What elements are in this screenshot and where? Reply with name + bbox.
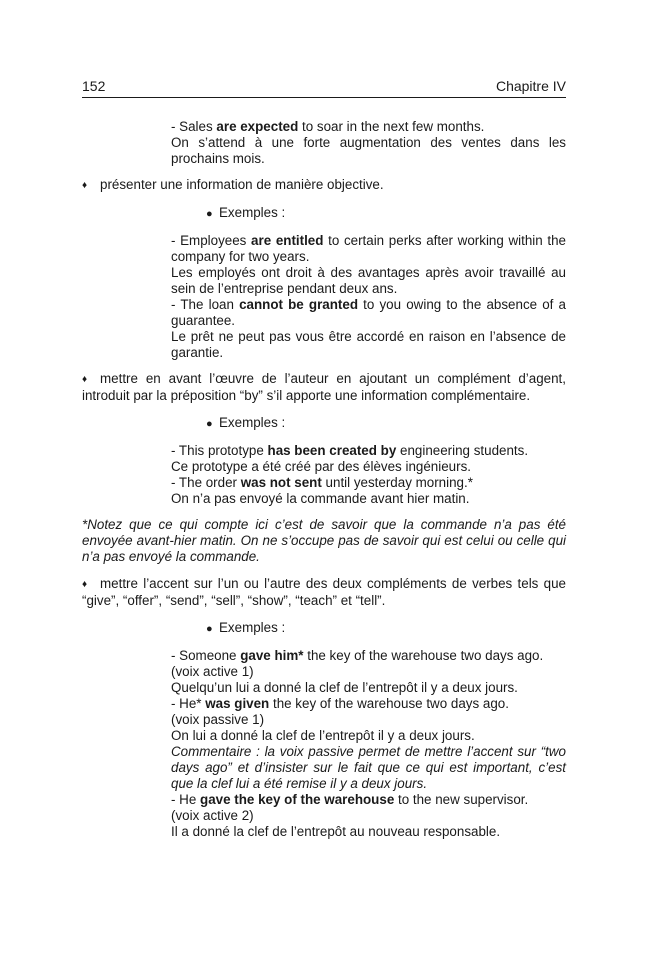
example-sentence-fr: Les employés ont droit à des avantages après avoir travaillé au sein de l’entreprise pendant deux ans. (171, 265, 566, 296)
example-sentence-fr: On lui a donné la clef de l’entrepôt il y a deux jours. (171, 728, 475, 743)
example-sentence-fr: On n’a pas envoyé la commande avant hier matin. (171, 491, 470, 506)
voice-label: (voix active 1) (171, 664, 254, 679)
example-sentence-en: - He gave the key of the warehouse to the new supervisor. (171, 792, 529, 807)
diamond-bullet-icon: ♦ (82, 374, 88, 385)
example-sentence-en: - Someone gave him* the key of the warehouse two days ago. (171, 648, 544, 663)
diamond-bullet-icon: ♦ (82, 579, 88, 590)
example-block-prototype (82, 443, 566, 507)
page-content (82, 119, 566, 840)
page-number: 152 (82, 78, 106, 94)
example-sentence-en: - The loan cannot be granted to you owing to the absence of a guarantee. (171, 297, 566, 328)
examples-heading: ● Exemples : (206, 205, 286, 220)
diamond-bullet-icon: ♦ (82, 180, 88, 191)
examples-heading: ● Exemples : (206, 620, 286, 635)
bullet-emphasis-complements: ♦ mettre l’accent sur l’un ou l’autre des deux compléments de verbes tels que “give”, “offer”, “send”, “sell”, “show”, “teach” et “tell”. (82, 576, 566, 608)
example-sentence-fr: Le prêt ne peut pas vous être accordé en raison en l’absence de garantie. (171, 329, 566, 360)
example-sentence-fr: Ce prototype a été créé par des élèves ingénieurs. (171, 459, 471, 474)
voice-label: (voix passive 1) (171, 712, 265, 727)
example-block-employees (82, 233, 566, 361)
footnote-italic: *Notez que ce qui compte ici c’est de savoir que la commande n’a pas été envoyée avant-hier matin. On ne s’occupe pas de savoir qui est celui ou celle qui n’a pas envoyé la commande. (82, 517, 566, 564)
example-sentence-en: - Sales are expected to soar in the next few months. (171, 119, 485, 134)
example-sentence-en: - The order was not sent until yesterday morning.* (171, 475, 473, 490)
voice-label: (voix active 2) (171, 808, 254, 823)
example-sentence-fr: Il a donné la clef de l’entrepôt au nouveau responsable. (171, 824, 501, 839)
document-page (82, 78, 566, 850)
example-sentence-fr: Quelqu’un lui a donné la clef de l’entrepôt il y a deux jours. (171, 680, 518, 695)
bullet-dot-icon: ● (206, 208, 213, 220)
bullet-objective-info: ♦ présenter une information de manière objective. (82, 177, 384, 192)
bullet-agent-complement: ♦ mettre en avant l’œuvre de l’auteur en ajoutant un complément d’agent, introduit par la préposition “by” s’il apporte une information complémentaire. (82, 371, 566, 403)
example-sentence-en: - Employees are entitled to certain perks after working within the company for two years. (171, 233, 566, 264)
commentary-italic: Commentaire : la voix passive permet de mettre l’accent sur “two days ago” et d’insister sur le fait que ce qui est important, c’est que la clef lui a été remise il y a deux jours. (171, 744, 566, 791)
example-sentence-en: - This prototype has been created by engineering students. (171, 443, 529, 458)
example-sentence-en: - He* was given the key of the warehouse two days ago. (171, 696, 509, 711)
chapter-title: Chapitre IV (495, 78, 566, 94)
bullet-dot-icon: ● (206, 623, 213, 635)
bullet-dot-icon: ● (206, 418, 213, 430)
page-header (82, 78, 566, 98)
examples-heading: ● Exemples : (206, 415, 286, 430)
example-block-warehouse (82, 648, 566, 840)
example-sentence-fr: On s’attend à une forte augmentation des ventes dans les prochains mois. (171, 135, 566, 166)
example-block-sales (82, 119, 566, 167)
